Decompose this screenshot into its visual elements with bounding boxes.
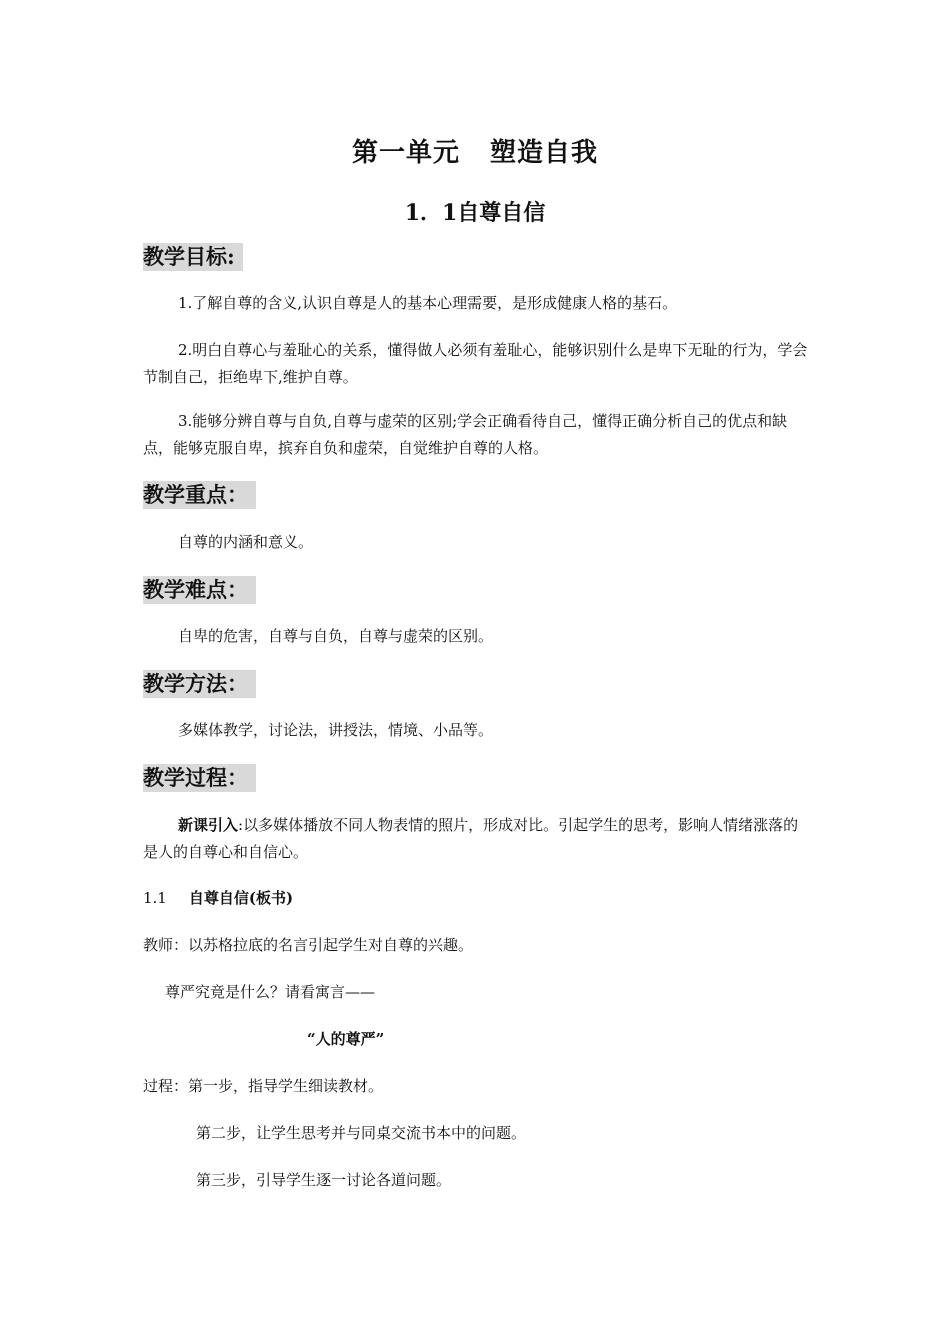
objective-item-3: 3.能够分辨自尊与自负,自尊与虚荣的区别;学会正确看待自己，懂得正确分析自己的优点和缺点，能够克服自卑，摈弃自负和虚荣，自觉维护自尊的人格。 <box>143 412 788 457</box>
intro-label: 新课引入 <box>178 816 239 834</box>
intro-paragraph <box>143 812 808 866</box>
fable-title: “人的尊严” <box>307 1030 385 1048</box>
unit-title-name: 塑造自我 <box>490 138 599 168</box>
section-heading-1-1 <box>143 887 293 909</box>
heading-process: 教学过程： <box>143 764 256 792</box>
heading-difficulties: 教学难点： <box>143 576 256 604</box>
teacher-line: 教师：以苏格拉底的名言引起学生对自尊的兴趣。 <box>143 936 474 954</box>
process-step-3: 第三步，引导学生逐一讨论各道问题。 <box>196 1171 452 1189</box>
objective-item-1: 1.了解自尊的含义,认识自尊是人的基本心理需要，是形成健康人格的基石。 <box>178 294 678 312</box>
objective-item-2: 2.明白自尊心与羞耻心的关系，懂得做人必须有羞耻心，能够识别什么是卑下无耻的行为，学会节制自己，拒绝卑下,维护自尊。 <box>143 341 808 386</box>
methods-text: 多媒体教学，讨论法，讲授法，情境、小品等。 <box>178 721 494 739</box>
unit-title-number: 第一单元 <box>351 138 460 168</box>
heading-objectives: 教学目标: <box>143 243 243 271</box>
process-step-2: 第二步，让学生思考并与同桌交流书本中的问题。 <box>196 1124 527 1142</box>
heading-key-points: 教学重点： <box>143 481 256 509</box>
process-step-1: 过程：第一步，指导学生细读教材。 <box>143 1077 384 1095</box>
section-title: 自尊自信(板书) <box>188 889 294 907</box>
section-number: 1.1 <box>143 889 167 907</box>
question-line: 尊严究竟是什么？请看寓言—— <box>165 983 376 1001</box>
unit-title <box>0 132 950 169</box>
lesson-title: 1．1自尊自信 <box>404 200 546 226</box>
key-points-text: 自尊的内涵和意义。 <box>178 533 314 551</box>
heading-methods: 教学方法： <box>143 670 256 698</box>
difficulties-text: 自卑的危害，自尊与自负，自尊与虚荣的区别。 <box>178 627 494 645</box>
intro-text: :以多媒体播放不同人物表情的照片，形成对比。引起学生的思考，影响人情绪涨落的是人的自尊心和自信心。 <box>143 816 799 861</box>
